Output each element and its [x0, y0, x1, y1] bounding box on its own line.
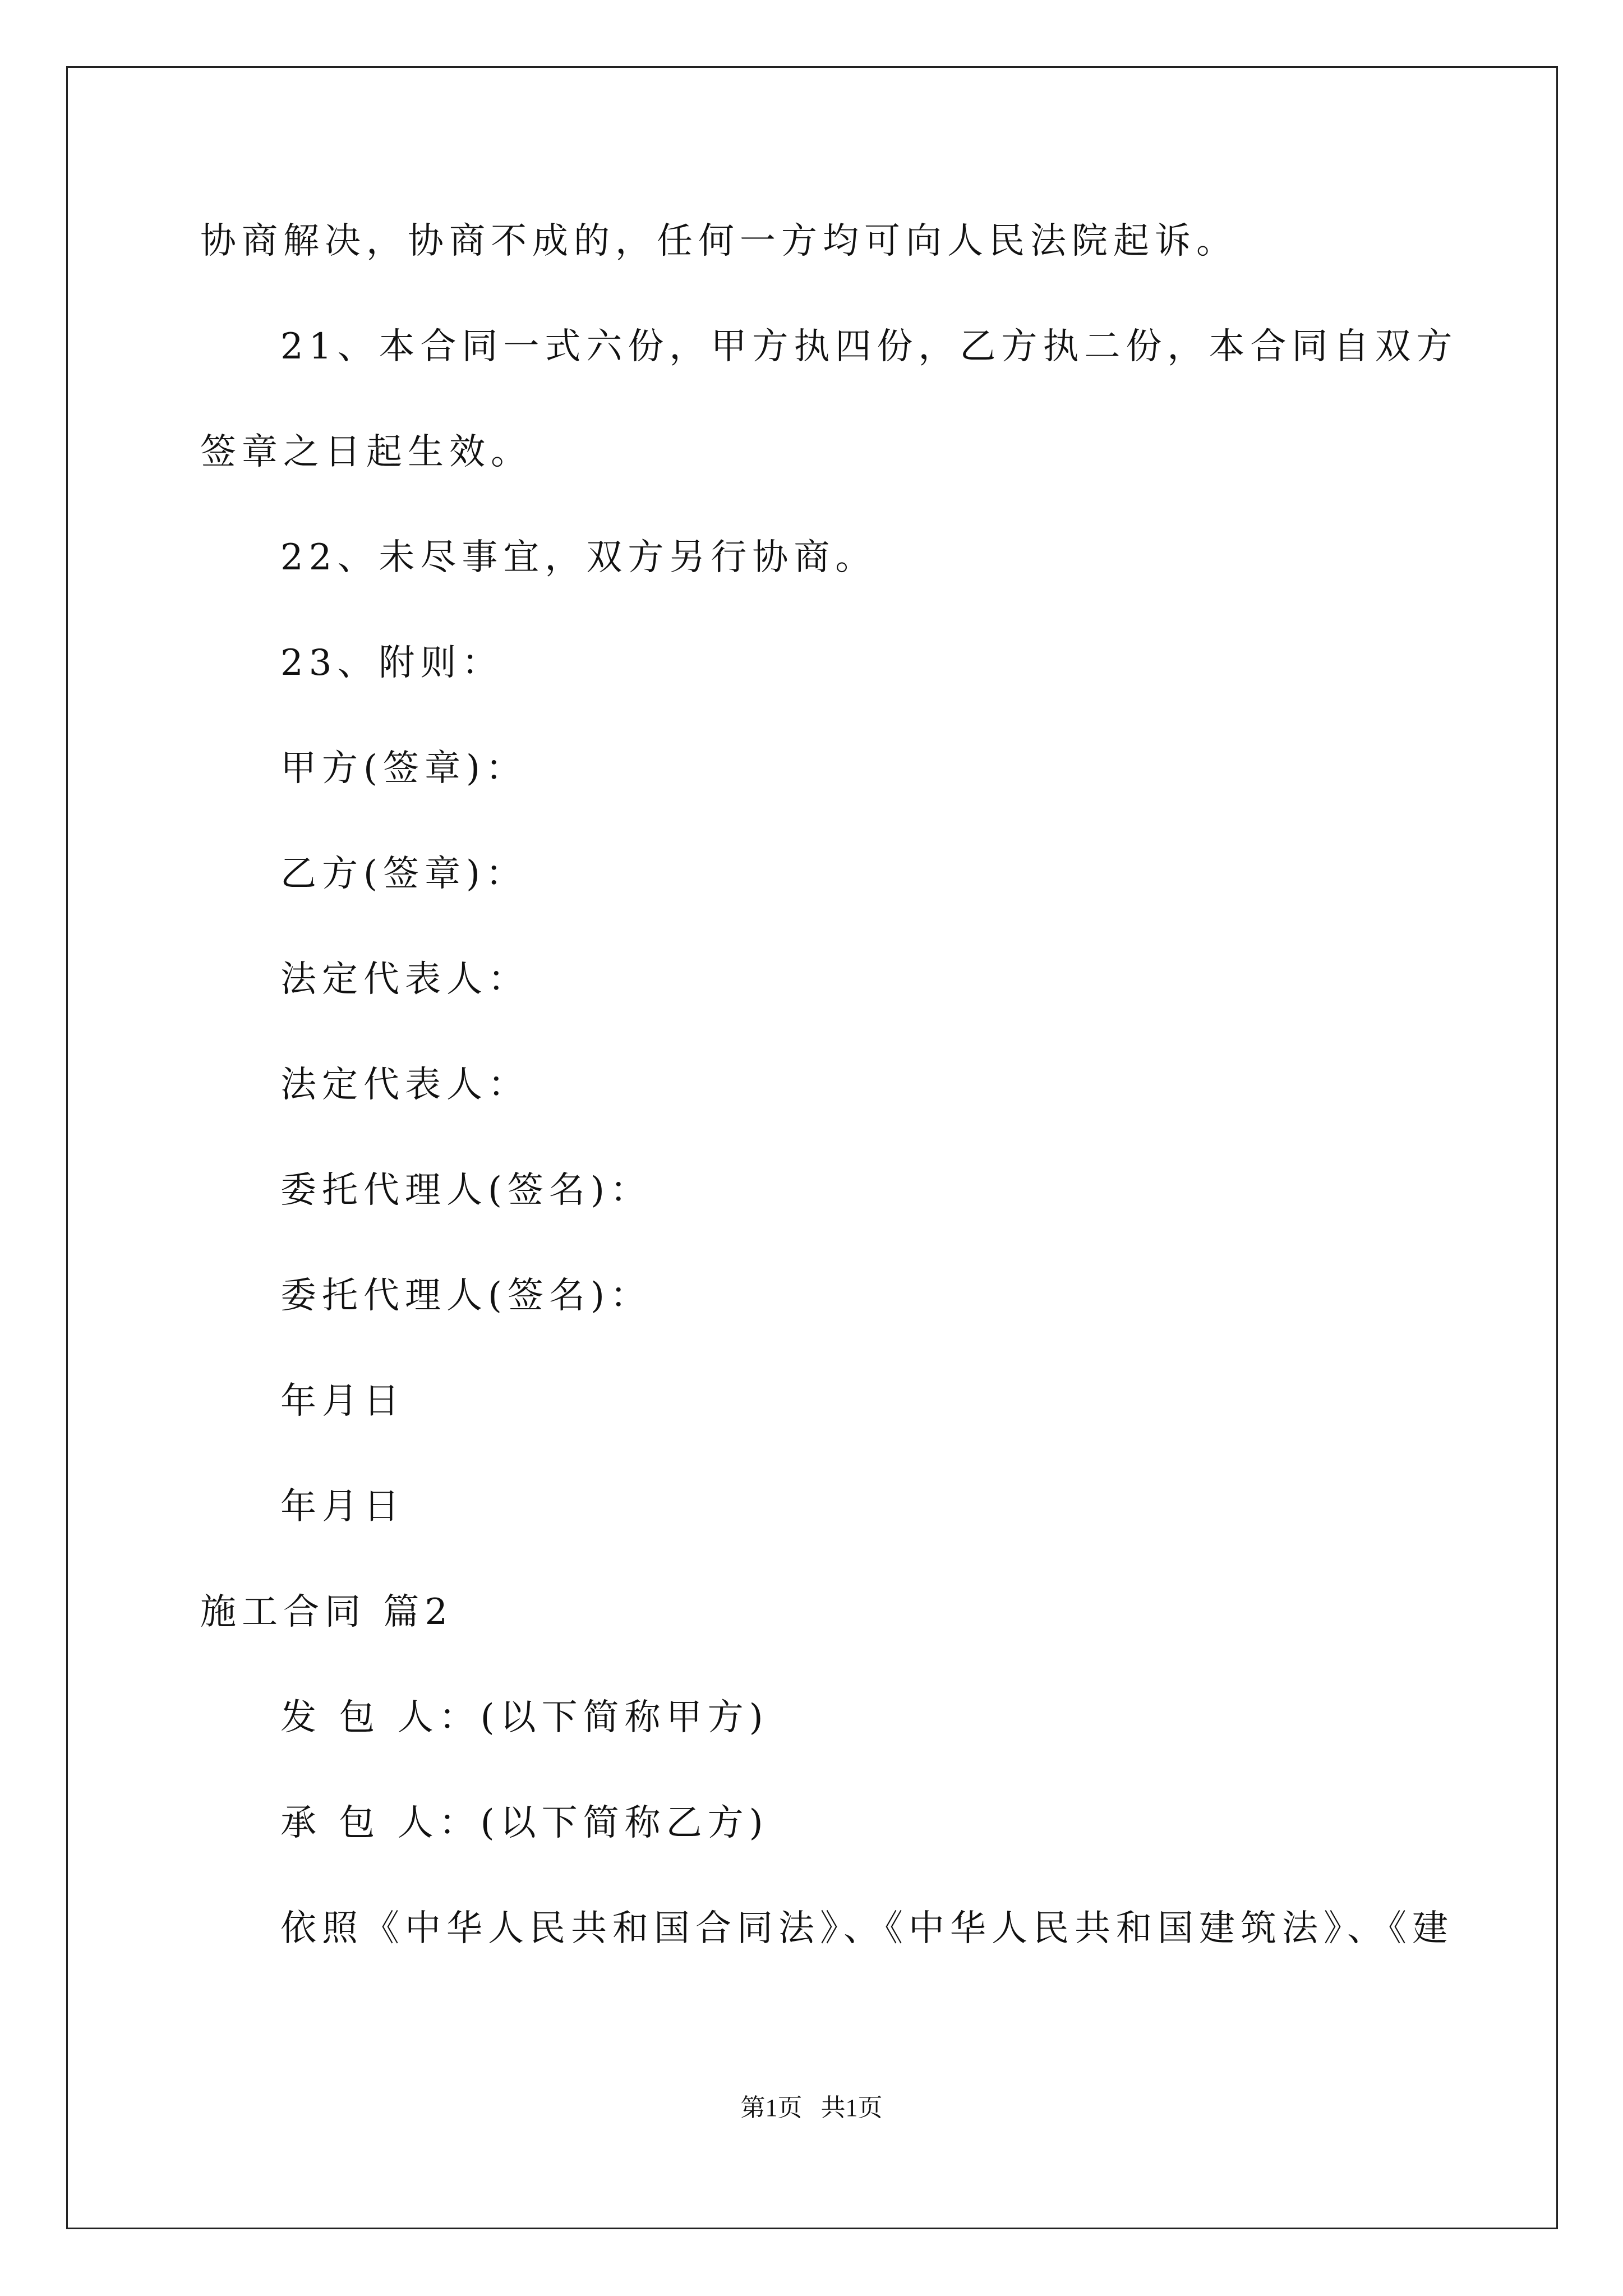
section-heading: 施工合同 篇2: [200, 1591, 454, 1633]
clause-23: 23、附则：: [280, 642, 504, 684]
date-a: 年月日: [280, 1381, 405, 1422]
clause-21-line-2: 签章之日起生效。: [200, 431, 532, 473]
basis-line: 依照《中华人民共和国合同法》、《中华人民共和国建筑法》、《建: [280, 1908, 1454, 1949]
legal-representative-b: 法定代表人：: [280, 1064, 529, 1106]
authorized-agent-a: 委托代理人(签名)：: [280, 1170, 652, 1211]
contractor-line: 承 包 人：(以下简称乙方): [280, 1802, 769, 1844]
date-b: 年月日: [280, 1486, 405, 1527]
clause-22: 22、未尽事宜，双方另行协商。: [280, 537, 877, 578]
clause-21-line-1: 21、本合同一式六份，甲方执四份，乙方执二份，本合同自双方: [280, 326, 1458, 367]
legal-representative-a: 法定代表人：: [280, 959, 529, 1000]
authorized-agent-b: 委托代理人(签名)：: [280, 1275, 652, 1317]
employer-line: 发 包 人：(以下简称甲方): [280, 1697, 769, 1738]
party-b-signature: 乙方(签章)：: [280, 853, 527, 895]
paragraph-line: 协商解决，协商不成的，任何一方均可向人民法院起诉。: [200, 220, 1238, 262]
party-a-signature: 甲方(签章)：: [280, 748, 527, 789]
page-footer: 第1页 共1页: [740, 2094, 883, 2122]
